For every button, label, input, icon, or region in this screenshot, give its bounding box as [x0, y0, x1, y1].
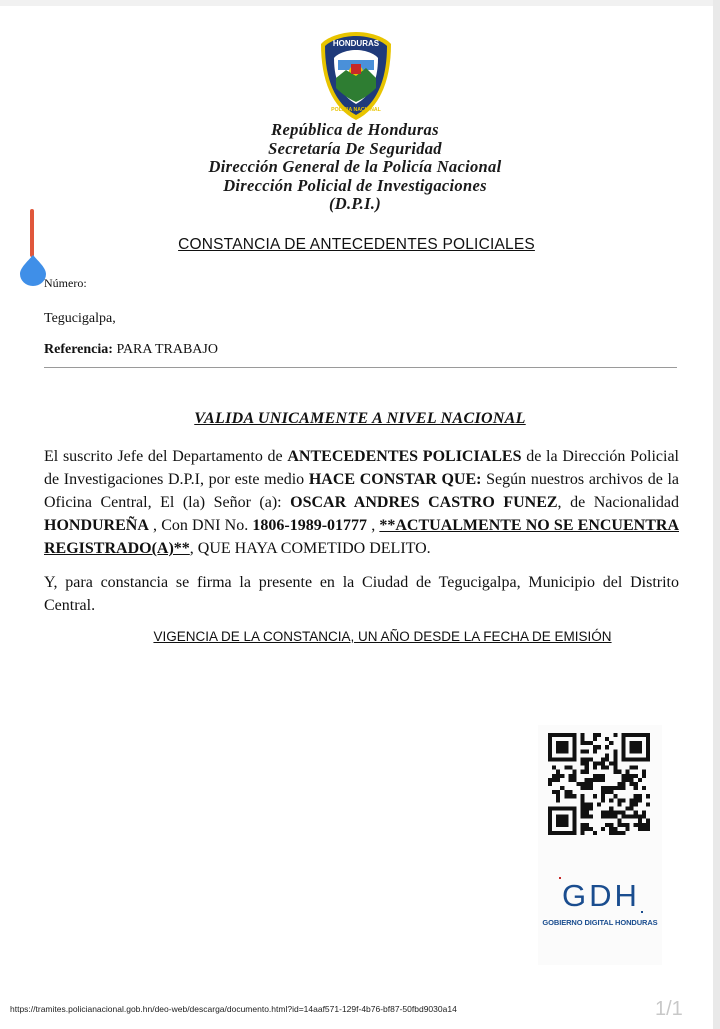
validity-heading: VALIDA UNICAMENTE A NIVEL NACIONAL [194, 410, 526, 427]
header-direccion-general: Dirección General de la Policía Nacional [208, 157, 502, 176]
referencia-value: PARA TRABAJO [112, 342, 218, 357]
hace-constar: HACE CONSTAR QUE: [308, 471, 482, 488]
referencia-label: Referencia: [44, 342, 113, 357]
gdh-caption: GOBIERNO DIGITAL HONDURAS [542, 918, 658, 927]
institution-header [150, 121, 560, 214]
gdh-logo [559, 877, 643, 913]
header-republica: República de Honduras [271, 120, 439, 139]
footer-url[interactable]: https://tramites.policianacional.gob.hn/deo-web/descarga/documento.html?id=14aaf571-129f-4b76-bf87-50fbd9030a14 [10, 1004, 457, 1014]
annotation-pin-line[interactable] [30, 209, 34, 257]
header-secretaria: Secretaría De Seguridad [268, 138, 442, 158]
nationality: HONDUREÑA [44, 517, 149, 534]
dni-number: 1806-1989-01777 [252, 517, 368, 534]
gdh-logo-text: GDH [562, 878, 640, 913]
numero-label: Número: [44, 276, 87, 290]
header-dpi: (D.P.I.) [328, 194, 382, 213]
annotation-drop-icon[interactable] [19, 254, 47, 286]
police-badge-icon [318, 30, 394, 122]
document-title: CONSTANCIA DE ANTECEDENTES POLICIALES [178, 236, 535, 253]
divider [44, 367, 677, 368]
record-status: **ACTUALMENTE NO SE ENCUENTRA REGISTRADO(A)** [44, 517, 679, 557]
scrollbar-track[interactable] [713, 0, 720, 1029]
badge-top-text: HONDURAS [332, 39, 380, 48]
certificate-body [44, 445, 679, 617]
page-indicator: 1/1 [655, 998, 683, 1020]
department-name: ANTECEDENTES POLICIALES [287, 448, 522, 465]
person-name: OSCAR ANDRES CASTRO FUNEZ [290, 494, 558, 511]
validity-period: VIGENCIA DE LA CONSTANCIA, UN AÑO DESDE LA FECHA DE EMISIÓN [153, 629, 612, 644]
paragraph-main: El suscrito Jefe del Departamento de ANTECEDENTES POLICIALES de la Dirección Policial de Investigaciones D.P.I, por este medio HACE CONSTAR QUE: Según nuestros archivos de la Oficina Central, El (la) Señor (a): OSCAR ANDRES CASTRO FUNEZ, de Nacionalidad HONDUREÑA , Con DNI No. 1806-1989-01777 , **ACTUALMENTE NO SE ENCUENTRA REGISTRADO(A)**, QUE HAYA COMETIDO DELITO. [44, 448, 680, 557]
qr-code-icon[interactable] [548, 733, 650, 835]
city-text: Tegucigalpa, [44, 311, 116, 326]
badge-ring-text: POLICIA NACIONAL [331, 107, 381, 113]
referencia-line [44, 342, 218, 358]
paragraph-signature: Y, para constancia se firma la presente en la Ciudad de Tegucigalpa, Municipio del Distrito Central. [44, 574, 679, 614]
header-direccion-policial: Dirección Policial de Investigaciones [223, 175, 487, 195]
